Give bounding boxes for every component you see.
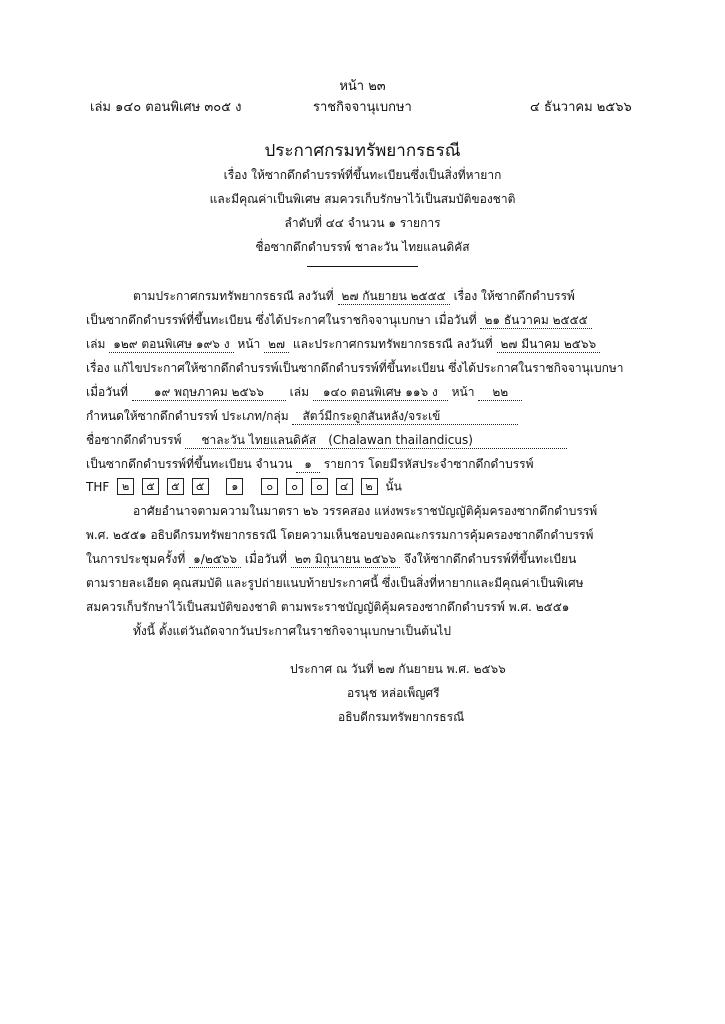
- field-meeting-date: ๒๓ มิถุนายน ๒๕๖๖: [291, 552, 400, 568]
- para1-text: เล่ม: [86, 337, 106, 351]
- para2-text: จึงให้ซากดึกดำบรรพ์ที่ขึ้นทะเบียน: [403, 552, 577, 566]
- field-volume-2: ๑๔๐ ตอนพิเศษ ๑๑๖ ง: [313, 385, 448, 401]
- para2-line: สมควรเก็บรักษาไว้เป็นสมบัติของชาติ ตามพระราชบัญญัติคุ้มครองซากดึกดำบรรพ์ พ.ศ. ๒๕๕๑: [86, 600, 570, 614]
- field-page: ๒๗: [264, 337, 289, 353]
- para1-text: กำหนดให้ซากดึกดำบรรพ์ ประเภท/กลุ่ม: [86, 409, 289, 423]
- code-suffix: นั้น: [385, 479, 402, 494]
- field-meeting-no: ๑/๒๕๖๖: [189, 552, 241, 568]
- field-announce-date: ๒๗ กันยายน ๒๕๕๕: [338, 289, 450, 305]
- code-digit-box: ๑: [226, 478, 243, 495]
- page-number: หน้า ๒๓: [339, 79, 386, 94]
- code-digit-box: ๕: [142, 478, 159, 495]
- para1-text: ชื่อซากดึกดำบรรพ์: [86, 433, 182, 447]
- code-digit-box: ๐: [311, 478, 328, 495]
- fossil-code-row: [86, 478, 402, 495]
- para1-text: หน้า: [237, 337, 261, 351]
- para2-text: ในการประชุมครั้งที่: [86, 552, 186, 566]
- effective-line: ทั้งนี้ ตั้งแต่วันถัดจากวันประกาศในราชกิจจานุเบกษาเป็นต้นไป: [133, 624, 451, 638]
- field-page-2: ๒๒: [478, 385, 522, 401]
- fossil-name-line: ชื่อซากดึกดำบรรพ์ ชาละวัน ไทยแลนดิคัส: [255, 240, 470, 254]
- code-digit-box: ๐: [261, 478, 278, 495]
- field-volume: ๑๒๙ ตอนพิเศษ ๑๙๖ ง: [109, 337, 233, 353]
- field-fossil-name-sci: (Chalawan thailandicus): [322, 433, 567, 449]
- para1-text: เรื่อง แก้ไขประกาศให้ซากดึกดำบรรพ์เป็นซากดึกดำบรรพ์ที่ขึ้นทะเบียน ซึ่งได้ประกาศในราชกิจจานุเบกษา: [86, 361, 624, 375]
- field-fossil-group: สัตว์มีกระดูกสันหลัง/จระเข้: [292, 409, 518, 425]
- para1-text: เป็นซากดึกดำบรรพ์ที่ขึ้นทะเบียน จำนวน: [86, 457, 293, 471]
- field-amend-date: ๒๗ มีนาคม ๒๕๖๖: [497, 337, 601, 353]
- para1-text: และประกาศกรมทรัพยากรธรณี ลงวันที่: [292, 337, 493, 351]
- signature-date: ประกาศ ณ วันที่ ๒๗ กันยายน พ.ศ. ๒๕๖๖: [290, 662, 506, 676]
- field-gazette-date: ๒๑ ธันวาคม ๒๕๕๕: [480, 313, 591, 329]
- subject-line-1: เรื่อง ให้ซากดึกดำบรรพ์ที่ขึ้นทะเบียนซึ่งเป็นสิ่งที่หายาก: [223, 168, 502, 182]
- para2-line: อาศัยอำนาจตามความในมาตรา ๒๖ วรรคสอง แห่งพระราชบัญญัติคุ้มครองซากดึกดำบรรพ์: [133, 504, 598, 518]
- para1-text: ตามประกาศกรมทรัพยากรธรณี ลงวันที่: [133, 289, 334, 303]
- code-digit-box: ๒: [361, 478, 378, 495]
- gazette-volume: เล่ม ๑๔๐ ตอนพิเศษ ๓๐๕ ง: [90, 100, 242, 115]
- para1-text: หน้า: [451, 385, 475, 399]
- para2-line: พ.ศ. ๒๕๕๑ อธิบดีกรมทรัพยากรธรณี โดยความเห็นชอบของคณะกรรมการคุ้มครองซากดึกดำบรรพ์: [86, 528, 594, 542]
- announcement-title: ประกาศกรมทรัพยากรธรณี: [264, 141, 461, 161]
- order-line: ลำดับที่ ๔๔ จำนวน ๑ รายการ: [284, 216, 441, 230]
- code-digit-box: ๒: [117, 478, 134, 495]
- gazette-date: ๔ ธันวาคม ๒๕๖๖: [530, 100, 632, 115]
- para1-text: เป็นซากดึกดำบรรพ์ที่ขึ้นทะเบียน ซึ่งได้ประกาศในราชกิจจานุเบกษา เมื่อวันที่: [86, 313, 477, 327]
- code-digit-box: ๐: [286, 478, 303, 495]
- code-digit-box: ๔: [336, 478, 353, 495]
- field-fossil-name-thai: ชาละวัน ไทยแลนดิคัส: [185, 433, 322, 449]
- code-prefix: THF: [86, 479, 110, 494]
- signatory-position: อธิบดีกรมทรัพยากรธรณี: [338, 710, 465, 724]
- code-digit-box: ๕: [167, 478, 184, 495]
- para1-text: เรื่อง ให้ซากดึกดำบรรพ์: [453, 289, 575, 303]
- field-count: ๑: [296, 457, 320, 473]
- para2-text: เมื่อวันที่: [244, 552, 287, 566]
- subject-line-2: และมีคุณค่าเป็นพิเศษ สมควรเก็บรักษาไว้เป็นสมบัติของชาติ: [209, 192, 516, 206]
- field-gazette-date-2: ๑๙ พฤษภาคม ๒๕๖๖: [132, 385, 286, 401]
- code-digit-box: ๕: [192, 478, 209, 495]
- para1-text: รายการ โดยมีรหัสประจำซากดึกดำบรรพ์: [323, 457, 534, 471]
- gazette-name: ราชกิจจานุเบกษา: [313, 100, 412, 115]
- para2-line: ตามรายละเอียด คุณสมบัติ และรูปถ่ายแนบท้ายประกาศนี้ ซึ่งเป็นสิ่งที่หายากและมีคุณค่าเป็นพิเศษ: [86, 576, 584, 590]
- para1-text: เล่ม: [289, 385, 310, 399]
- title-divider: [307, 266, 418, 267]
- para1-text: เมื่อวันที่: [86, 385, 129, 399]
- signatory-name: อรนุช หล่อเพ็ญศรี: [347, 686, 440, 700]
